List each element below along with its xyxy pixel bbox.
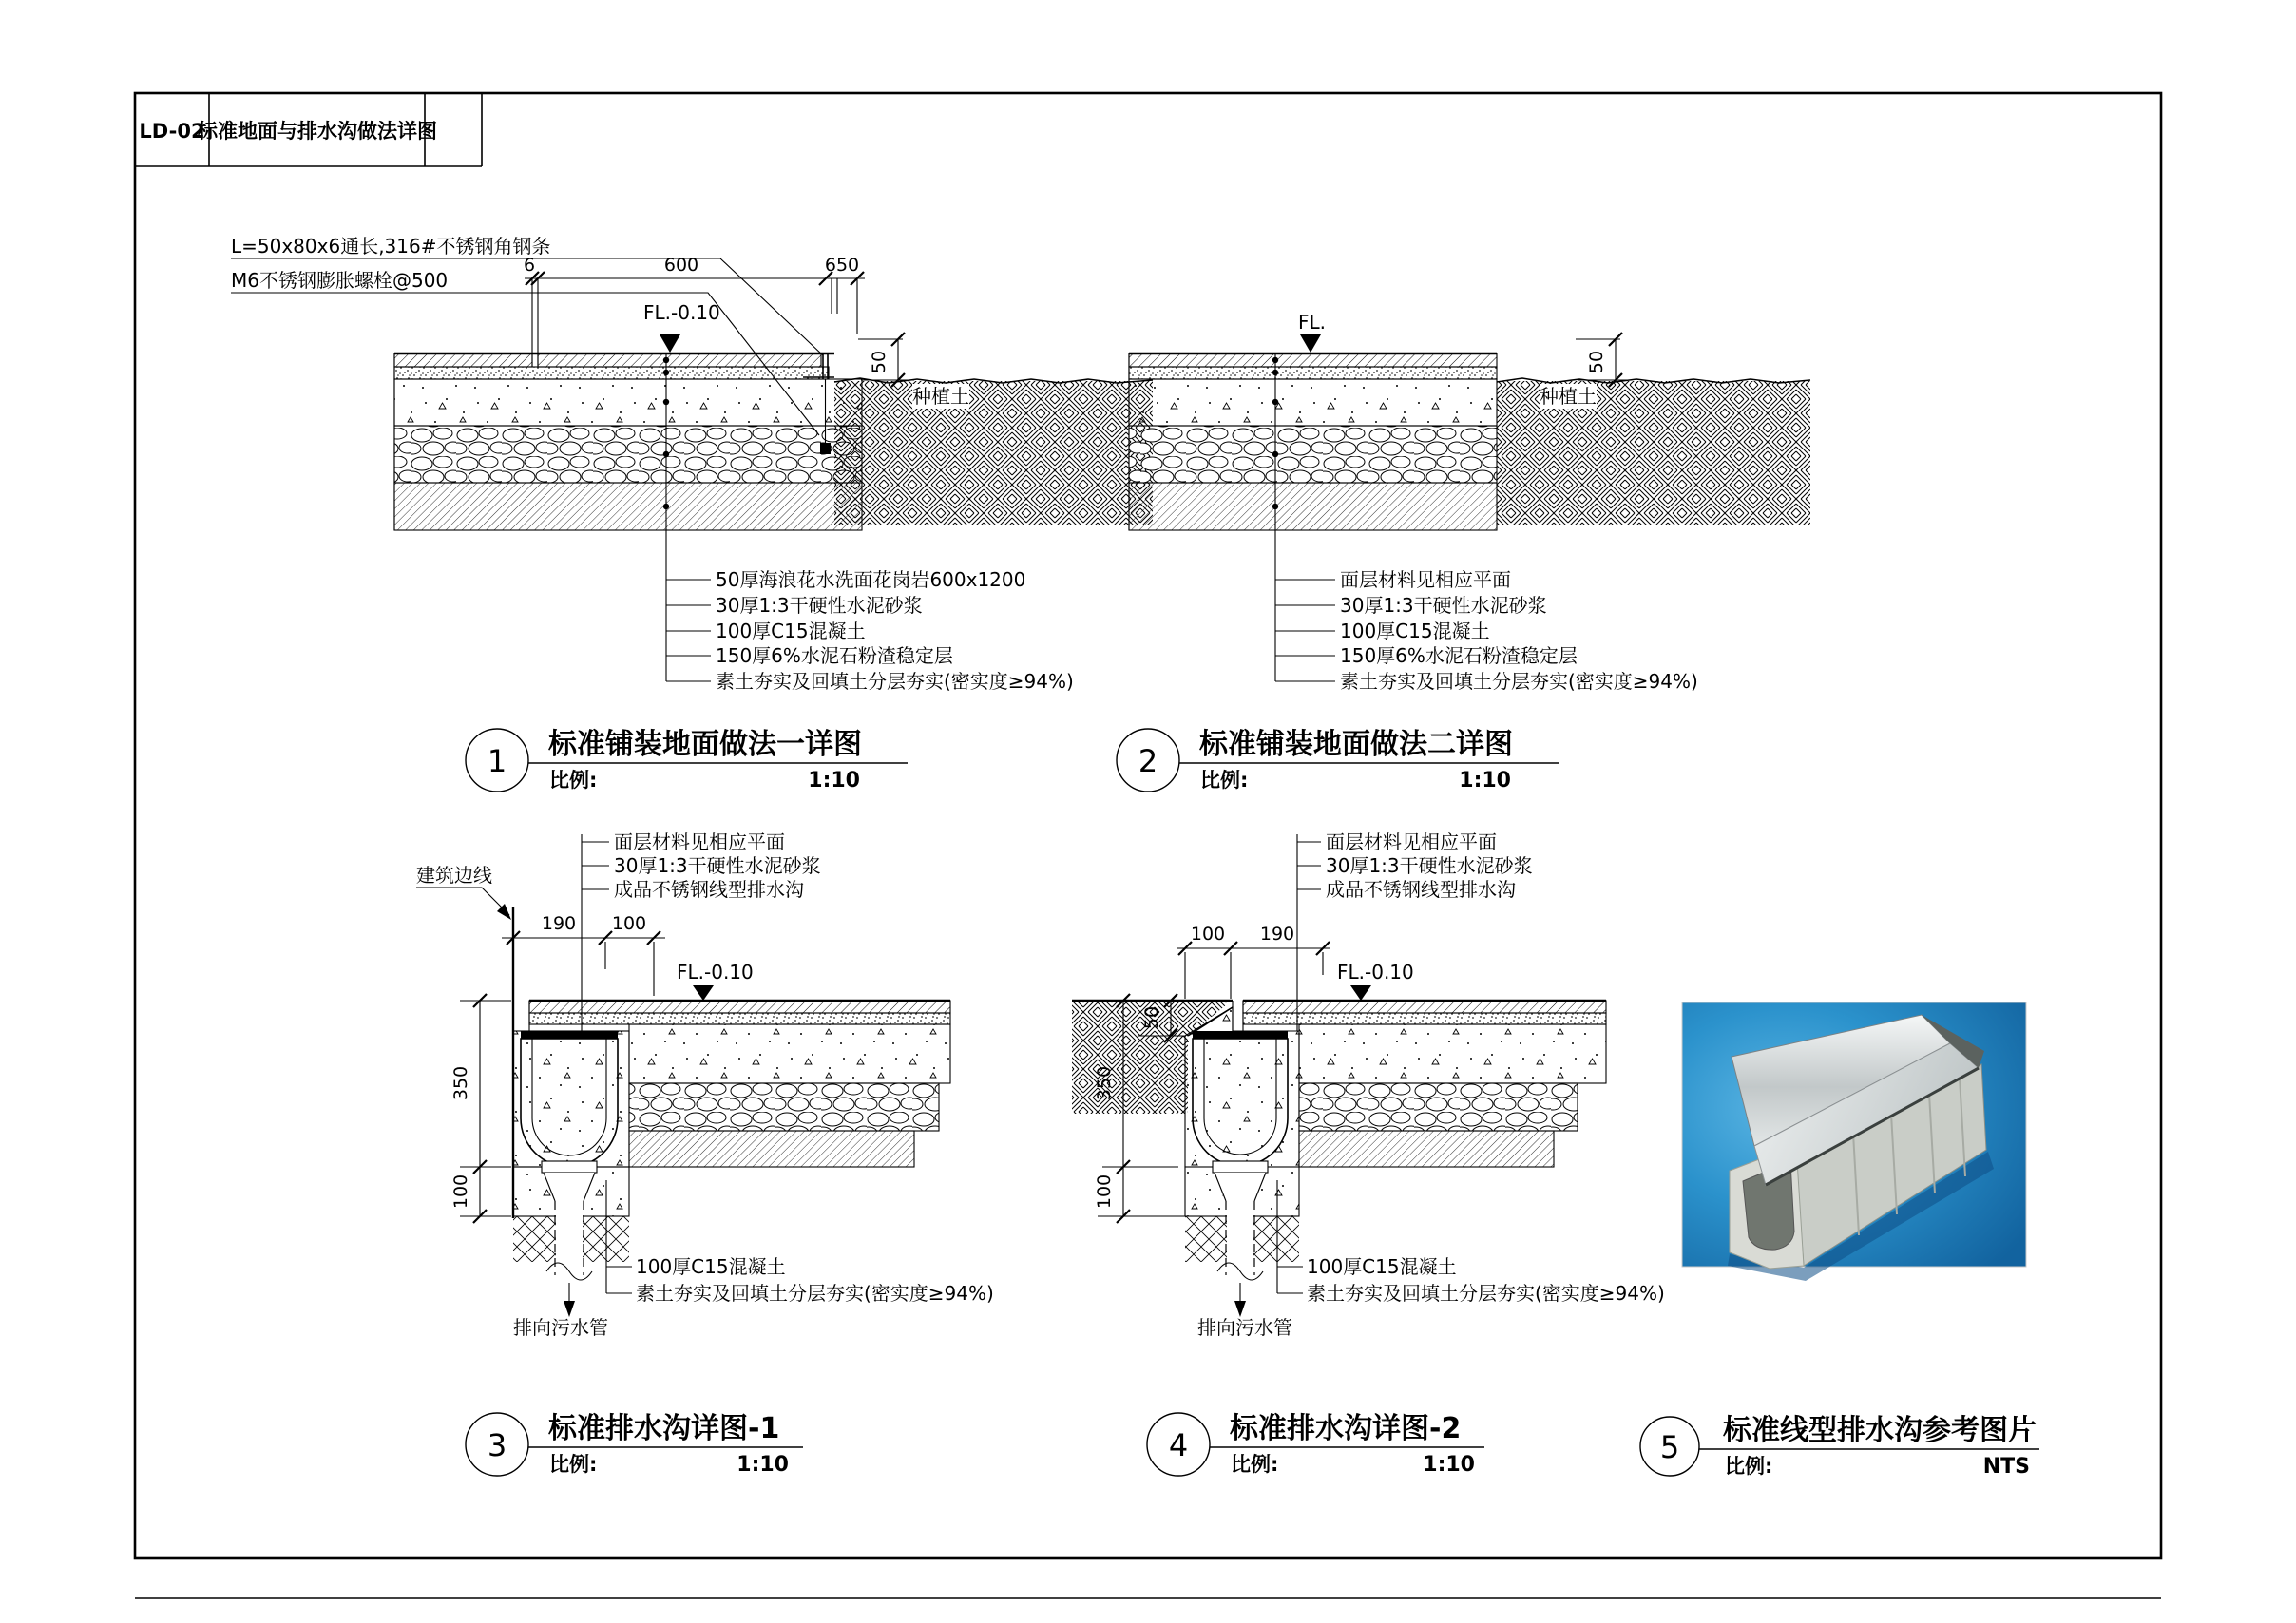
fl-label: FL.-0.10 bbox=[677, 961, 754, 983]
scale-value: 1:10 bbox=[737, 1453, 789, 1477]
callout: 面层材料见相应平面 bbox=[614, 831, 785, 853]
detail-title: 标准铺装地面做法二详图 bbox=[1199, 728, 1513, 761]
layer-callout: 面层材料见相应平面 bbox=[1340, 568, 1511, 591]
note-angle-steel: L=50x80x6通长,316#不锈钢角钢条 bbox=[231, 235, 551, 258]
detail-number: 3 bbox=[487, 1427, 507, 1463]
dim-100b: 100 bbox=[1094, 1174, 1115, 1210]
detail-2-title bbox=[1117, 728, 1559, 792]
layer-callout: 100厚C15混凝土 bbox=[716, 620, 866, 642]
dim-350: 350 bbox=[1094, 1065, 1115, 1101]
fl-label: FL.-0.10 bbox=[1337, 961, 1414, 983]
layer-callout: 30厚1:3干硬性水泥砂浆 bbox=[716, 594, 923, 617]
callout: 100厚C15混凝土 bbox=[1307, 1255, 1457, 1278]
level-marker-icon bbox=[693, 985, 714, 1001]
callout: 素土夯实及回填土分层夯实(密实度≥94%) bbox=[1307, 1282, 1665, 1305]
layer-callout: 100厚C15混凝土 bbox=[1340, 620, 1490, 642]
detail-4-title bbox=[1147, 1412, 1484, 1477]
pipe-label: 排向污水管 bbox=[1197, 1316, 1292, 1339]
detail-1-drawing bbox=[231, 235, 1153, 693]
scale-value: 1:10 bbox=[808, 769, 860, 792]
layer-callout: 素土夯实及回填土分层夯实(密实度≥94%) bbox=[1340, 670, 1698, 693]
detail-title: 标准排水沟详图-2 bbox=[1230, 1412, 1462, 1445]
detail-number: 1 bbox=[487, 743, 507, 779]
leader-arrow-icon bbox=[497, 904, 511, 920]
dim-190: 190 bbox=[541, 913, 577, 934]
scale-value: 1:10 bbox=[1459, 769, 1511, 792]
detail-number: 5 bbox=[1659, 1429, 1680, 1465]
dim-6: 6 bbox=[523, 255, 536, 276]
layer-callout: 素土夯实及回填土分层夯实(密实度≥94%) bbox=[716, 670, 1074, 693]
dim-600: 600 bbox=[663, 255, 699, 276]
dim-350: 350 bbox=[450, 1065, 471, 1101]
scale-label: 比例: bbox=[1231, 1453, 1279, 1476]
scale-label: 比例: bbox=[549, 769, 598, 792]
dim-100: 100 bbox=[1190, 924, 1226, 945]
sheet-border bbox=[135, 93, 2161, 1598]
layer-callout: 150厚6%水泥石粉渣稳定层 bbox=[716, 644, 953, 667]
level-marker-icon bbox=[660, 334, 680, 353]
scale-label: 比例: bbox=[1725, 1455, 1773, 1478]
layer-callout: 50厚海浪花水洗面花岗岩600x1200 bbox=[716, 568, 1026, 591]
detail-number: 4 bbox=[1168, 1427, 1189, 1463]
sheet-code: LD-02 bbox=[139, 120, 205, 143]
callout: 成品不锈钢线型排水沟 bbox=[1326, 878, 1516, 901]
detail-5-photo bbox=[1682, 1002, 2026, 1281]
scale-label: 比例: bbox=[549, 1453, 598, 1476]
detail-number: 2 bbox=[1138, 743, 1158, 779]
scale-value: NTS bbox=[1982, 1455, 2030, 1479]
layer-callout: 30厚1:3干硬性水泥砂浆 bbox=[1340, 594, 1547, 617]
detail-1-title bbox=[466, 728, 908, 792]
note-bolt: M6不锈钢膨胀螺栓@500 bbox=[231, 269, 449, 292]
detail-title: 标准排水沟详图-1 bbox=[548, 1412, 780, 1445]
sheet-title-block bbox=[139, 120, 437, 143]
dim-190: 190 bbox=[1259, 924, 1295, 945]
detail-2-drawing bbox=[1129, 311, 1810, 693]
dim-100: 100 bbox=[611, 913, 647, 934]
callout: 面层材料见相应平面 bbox=[1326, 831, 1497, 853]
soil-label: 种植土 bbox=[1540, 385, 1597, 408]
level-marker-icon bbox=[1300, 334, 1321, 353]
sheet-title: 标准地面与排水沟做法详图 bbox=[198, 120, 437, 143]
dim-drop: 50 bbox=[1586, 350, 1607, 374]
building-edge-label: 建筑边线 bbox=[416, 864, 492, 887]
callout: 素土夯实及回填土分层夯实(密实度≥94%) bbox=[636, 1282, 994, 1305]
dim-100b: 100 bbox=[450, 1174, 471, 1210]
scale-value: 1:10 bbox=[1423, 1453, 1475, 1477]
detail-3-title bbox=[466, 1412, 803, 1477]
dim-drop: 50 bbox=[1141, 1005, 1162, 1030]
fl-label: FL.-0.10 bbox=[643, 301, 720, 324]
callout: 成品不锈钢线型排水沟 bbox=[614, 878, 804, 901]
detail-title: 标准线型排水沟参考图片 bbox=[1723, 1414, 2037, 1447]
dim-650: 650 bbox=[824, 255, 860, 276]
pipe-arrow-icon bbox=[1234, 1301, 1246, 1317]
layer-callout: 150厚6%水泥石粉渣稳定层 bbox=[1340, 644, 1578, 667]
callout: 100厚C15混凝土 bbox=[636, 1255, 786, 1278]
pipe-label: 排向污水管 bbox=[513, 1316, 608, 1339]
detail-title: 标准铺装地面做法一详图 bbox=[548, 728, 862, 761]
fl-label: FL. bbox=[1298, 311, 1327, 334]
scale-label: 比例: bbox=[1200, 769, 1249, 792]
pipe-arrow-icon bbox=[564, 1301, 575, 1317]
detail-5-title bbox=[1640, 1414, 2039, 1479]
callout: 30厚1:3干硬性水泥砂浆 bbox=[614, 854, 821, 877]
detail-3-drawing bbox=[416, 831, 994, 1339]
soil-label: 种植土 bbox=[912, 385, 969, 408]
level-marker-icon bbox=[1350, 985, 1371, 1001]
callout: 30厚1:3干硬性水泥砂浆 bbox=[1326, 854, 1533, 877]
dim-drop: 50 bbox=[869, 350, 890, 374]
detail-4-drawing bbox=[1072, 831, 1665, 1339]
